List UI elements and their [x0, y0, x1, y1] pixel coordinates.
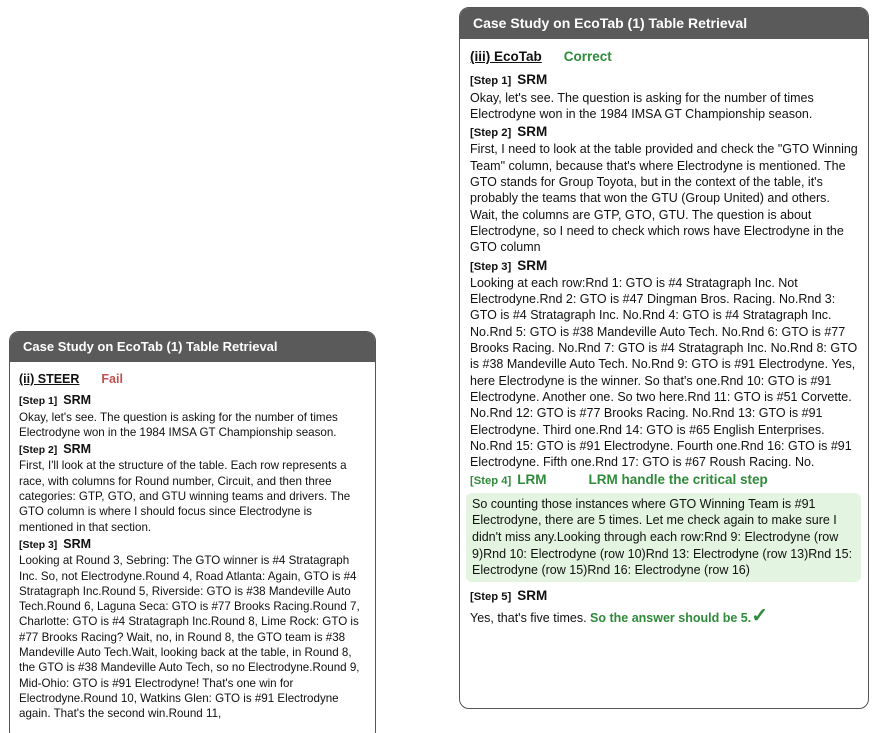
step-text: Okay, let's see. The question is asking for the number of times Electrodyne won in the 1984 IMSA GT Championship season. [19, 410, 338, 439]
step-label: [Step 3] [470, 260, 512, 273]
step-label: [Step 1] [470, 75, 512, 88]
step-model: LRM [517, 472, 547, 488]
step-text: Looking at each row:Rnd 1: GTO is #4 Stratagraph Inc. Not Electrodyne.Rnd 2: GTO is #47 Dingman Bros. Racing. No.Rnd 3: GTO is #4 Stratagraph Inc. No.Rnd 4: GTO is #4 Stratagraph Inc. No.Rnd 5: GTO is #38 Mandeville Auto Tech. No.Rnd 6: GTO is #77 Brooks Racing. No.Rnd 7: GTO is #4 Stratagraph Inc. No.Rnd 8: GTO is #38 Mandeville Auto Tech. No.Rnd 9: GTO is #91 Electrodyne. Yes, here Electrodyne is the winner. So that's one.Rnd 10: GTO is #91 Electrodyne. Another one. So two here.Rnd 11: GTO is #51 Corvette. No.Rnd 12: GTO is #77 Brooks Racing. No.Rnd 13: GTO is #91 Electrodyne. Third one.Rnd 14: GTO is #65 English Enterprises. No.Rnd 15: GTO is #91 Electrodyne. Fourth one.Rnd 16: GTO is #91 Electrodyne. Fifth one.Rnd 17: GTO is #67 Roush Racing. No. [470, 275, 858, 470]
step-header [19, 537, 367, 553]
step-label: [Step 3] [19, 539, 58, 551]
status-badge: Fail [101, 372, 123, 386]
step-header [19, 442, 367, 458]
method-name: (iii) EcoTab [470, 49, 542, 64]
step-header-lrm [470, 472, 859, 489]
card-title: Case Study on EcoTab (1) Table Retrieval [10, 332, 375, 362]
lrm-highlight-box [466, 493, 861, 582]
checkmark-icon: ✓ [751, 604, 768, 627]
step-model: SRM [63, 442, 92, 457]
step-text: First, I'll look at the structure of the table. Each row represents a race, with columns for Round number, Circuit, and then three categories: GTP, GTO, and GTU winning teams and drivers. The GTO column is where I should focus since Electrodyne is mentioned in that section. [19, 459, 351, 534]
step-text: Yes, that's five times. [470, 610, 587, 625]
card-body [460, 39, 868, 626]
step-text: Looking at Round 3, Sebring: The GTO winner is #4 Stratagraph Inc. So, not Electrodyne.Round 4, Road Atlanta: Again, GTO is #4 Stratagraph Inc.Round 5, Riverside: GTO is #38 Mandeville Auto Tech.Round 6, Laguna Seca: GTO is #77 Brooks Racing.Round 7, Charlotte: GTO is #4 Stratagraph Inc.Round 8, Lime Rock: GTO is #77 Brooks Racing? Wait, no, in Round 8, the GTO team is #38 Mandeville Auto Tech.Wait, looking back at the table, in Round 8, the GTO is #38 Mandeville Auto Tech, so no Electrodyne.Round 9, Mid-Ohio: GTO is #91 Electrodyne! That's one win for Electrodyne.Round 10, Watkins Glen: GTO is #91 Electrodyne again. That's the second win.Round 11, [19, 554, 360, 721]
step-text: So counting those instances where GTO Winning Team is #91 Electrodyne, there are 5 times. Let me check again to make sure I didn't miss any.Looking through each row:Rnd 9: Electrodyne (row 9)Rnd 10: Electrodyne (row 10)Rnd 13: Electrodyne (row 13)Rnd 15: Electrodyne (row 15)Rnd 16: Electrodyne (row 16) [472, 496, 853, 578]
lrm-note: LRM handle the critical step [588, 472, 768, 488]
steer-case-card [9, 331, 376, 733]
method-name: (ii) STEER [19, 372, 80, 386]
step-header [470, 258, 859, 275]
step-label: [Step 1] [19, 396, 58, 408]
step-label: [Step 2] [19, 445, 58, 457]
card-body [10, 362, 375, 722]
method-row [470, 49, 859, 65]
answer-text: So the answer should be 5. [590, 610, 752, 625]
step-model: SRM [517, 587, 548, 603]
status-badge: Correct [563, 49, 612, 64]
step-header [470, 124, 859, 141]
final-answer-line [470, 604, 859, 627]
step-text: First, I need to look at the table provided and check the "GTO Winning Team" column, because that's where Electrodyne is mentioned. The GTO stands for Group Toyota, but in the context of the table, it's probably the teams that won the GTU (Group United) and others. Wait, the columns are GTP, GTO, GTU. The question is about Electrodyne, so I need to check which rows have Electrodyne in the GTO column [470, 142, 858, 255]
step-model: SRM [63, 393, 92, 408]
step-label: [Step 2] [470, 127, 512, 140]
card-title: Case Study on EcoTab (1) Table Retrieval [460, 8, 868, 39]
step-model: SRM [63, 536, 92, 551]
step-model: SRM [517, 257, 548, 273]
step-label: [Step 5] [470, 590, 512, 603]
step-model: SRM [517, 72, 548, 88]
step-header [470, 72, 859, 89]
method-row [19, 372, 367, 387]
step-model: SRM [517, 124, 548, 140]
step-text: Okay, let's see. The question is asking for the number of times Electrodyne won in the 1984 IMSA GT Championship season. [470, 90, 814, 121]
step-header [470, 588, 859, 605]
ecotab-case-card [459, 7, 869, 709]
step-label: [Step 4] [470, 475, 512, 488]
step-header [19, 393, 367, 409]
